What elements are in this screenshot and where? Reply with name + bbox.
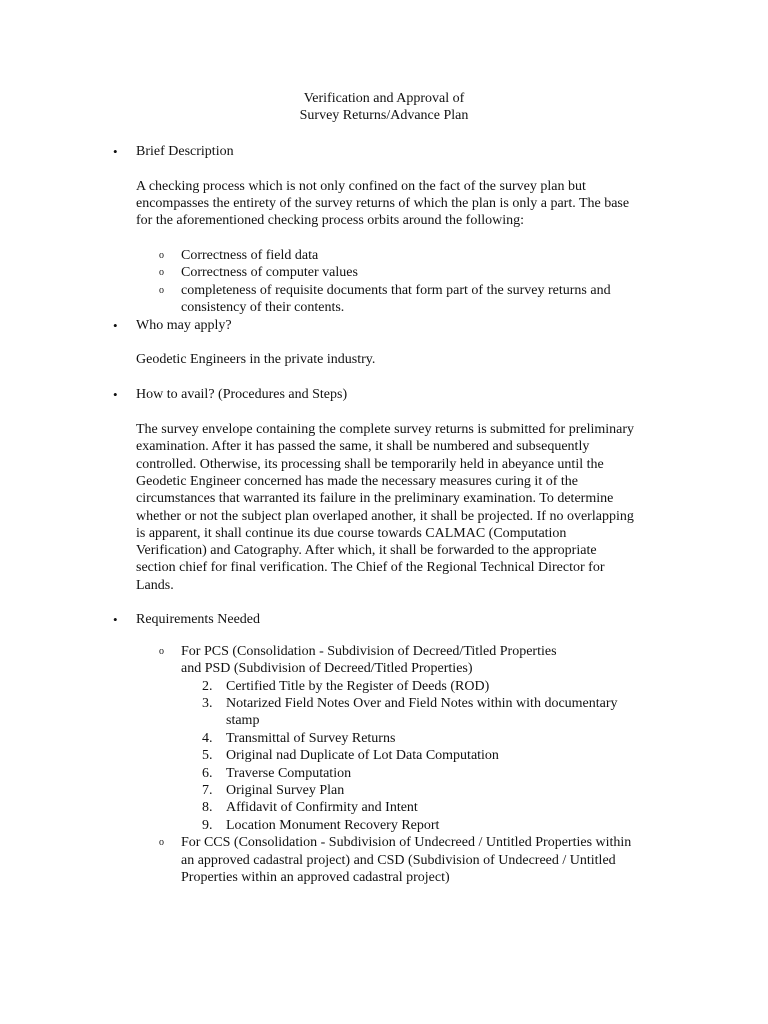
sub-bullet-icon: o: [159, 285, 164, 296]
how-paragraph-line: circumstances that warranted its failure in the preliminary examination. To determine: [136, 491, 614, 506]
ccs-requirement-heading: For CCS (Consolidation - Subdivision of Undecreed / Untitled Properties within: [181, 835, 632, 850]
brief-list-item-continued: consistency of their contents.: [181, 300, 345, 315]
list-number: 5.: [202, 748, 213, 763]
ccs-requirement-heading: Properties within an approved cadastral project): [181, 870, 450, 885]
sub-bullet-icon: o: [159, 837, 164, 848]
document-title-line-1: Verification and Approval of: [303, 91, 465, 106]
pcs-requirement-heading: and PSD (Subdivision of Decreed/Titled Properties): [181, 661, 473, 676]
brief-paragraph-line: encompasses the entirety of the survey returns of which the plan is only a part. The base: [136, 196, 630, 211]
requirement-item: Traverse Computation: [226, 766, 352, 781]
list-number: 3.: [202, 696, 213, 711]
how-paragraph-line: whether or not the subject plan overlaped another, it shall be projected. If no overlapping: [136, 509, 634, 524]
section-heading-requirements: Requirements Needed: [136, 612, 261, 627]
list-number: 6.: [202, 766, 213, 781]
bullet-icon: •: [113, 318, 118, 333]
requirement-item: Location Monument Recovery Report: [226, 818, 440, 833]
ccs-requirement-heading: an approved cadastral project) and CSD (Subdivision of Undecreed / Untitled: [181, 853, 616, 868]
brief-list-item: Correctness of field data: [181, 248, 319, 263]
how-paragraph-line: is apparent, it shall continue its due course towards CALMAC (Computation: [136, 526, 567, 541]
how-paragraph-line: Geodetic Engineer concerned has made the necessary measures curing it of the: [136, 474, 578, 489]
bullet-icon: •: [113, 144, 118, 159]
sub-bullet-icon: o: [159, 250, 164, 261]
section-heading-who: Who may apply?: [136, 318, 232, 333]
brief-list-item: Correctness of computer values: [181, 265, 358, 280]
list-number: 2.: [202, 679, 213, 694]
requirement-item: Notarized Field Notes Over and Field Notes within with documentary: [226, 696, 618, 711]
how-paragraph-line: The survey envelope containing the complete survey returns is submitted for preliminary: [136, 422, 635, 437]
section-heading-how: How to avail? (Procedures and Steps): [136, 387, 348, 402]
requirement-item: Transmittal of Survey Returns: [226, 731, 396, 746]
how-paragraph-line: Verification) and Catography. After which, it shall be forwarded to the appropriate: [136, 543, 597, 558]
document-title-line-2: Survey Returns/Advance Plan: [299, 108, 469, 123]
bullet-icon: •: [113, 387, 118, 402]
bullet-icon: •: [113, 612, 118, 627]
requirement-item: Original Survey Plan: [226, 783, 345, 798]
requirement-item: Affidavit of Confirmity and Intent: [226, 800, 418, 815]
who-answer: Geodetic Engineers in the private industry.: [136, 352, 376, 367]
requirement-item-continued: stamp: [226, 713, 260, 728]
list-number: 9.: [202, 818, 213, 833]
section-heading-brief: Brief Description: [136, 144, 234, 159]
requirement-item: Certified Title by the Register of Deeds (ROD): [226, 679, 490, 694]
brief-list-item: completeness of requisite documents that form part of the survey returns and: [181, 283, 611, 298]
pcs-requirement-heading: For PCS (Consolidation - Subdivision of Decreed/Titled Properties: [181, 644, 557, 659]
list-number: 7.: [202, 783, 213, 798]
brief-paragraph-line: A checking process which is not only confined on the fact of the survey plan but: [136, 179, 586, 194]
brief-paragraph-line: for the aforementioned checking process orbits around the following:: [136, 213, 524, 228]
sub-bullet-icon: o: [159, 267, 164, 278]
list-number: 8.: [202, 800, 213, 815]
how-paragraph-line: Lands.: [136, 578, 174, 593]
how-paragraph-line: examination. After it has passed the same, it shall be numbered and subsequently: [136, 439, 590, 454]
how-paragraph-line: section chief for final verification. The Chief of the Regional Technical Director for: [136, 560, 605, 575]
list-number: 4.: [202, 731, 213, 746]
how-paragraph-line: controlled. Otherwise, its processing shall be temporarily held in abeyance until the: [136, 457, 604, 472]
sub-bullet-icon: o: [159, 646, 164, 657]
requirement-item: Original nad Duplicate of Lot Data Computation: [226, 748, 499, 763]
